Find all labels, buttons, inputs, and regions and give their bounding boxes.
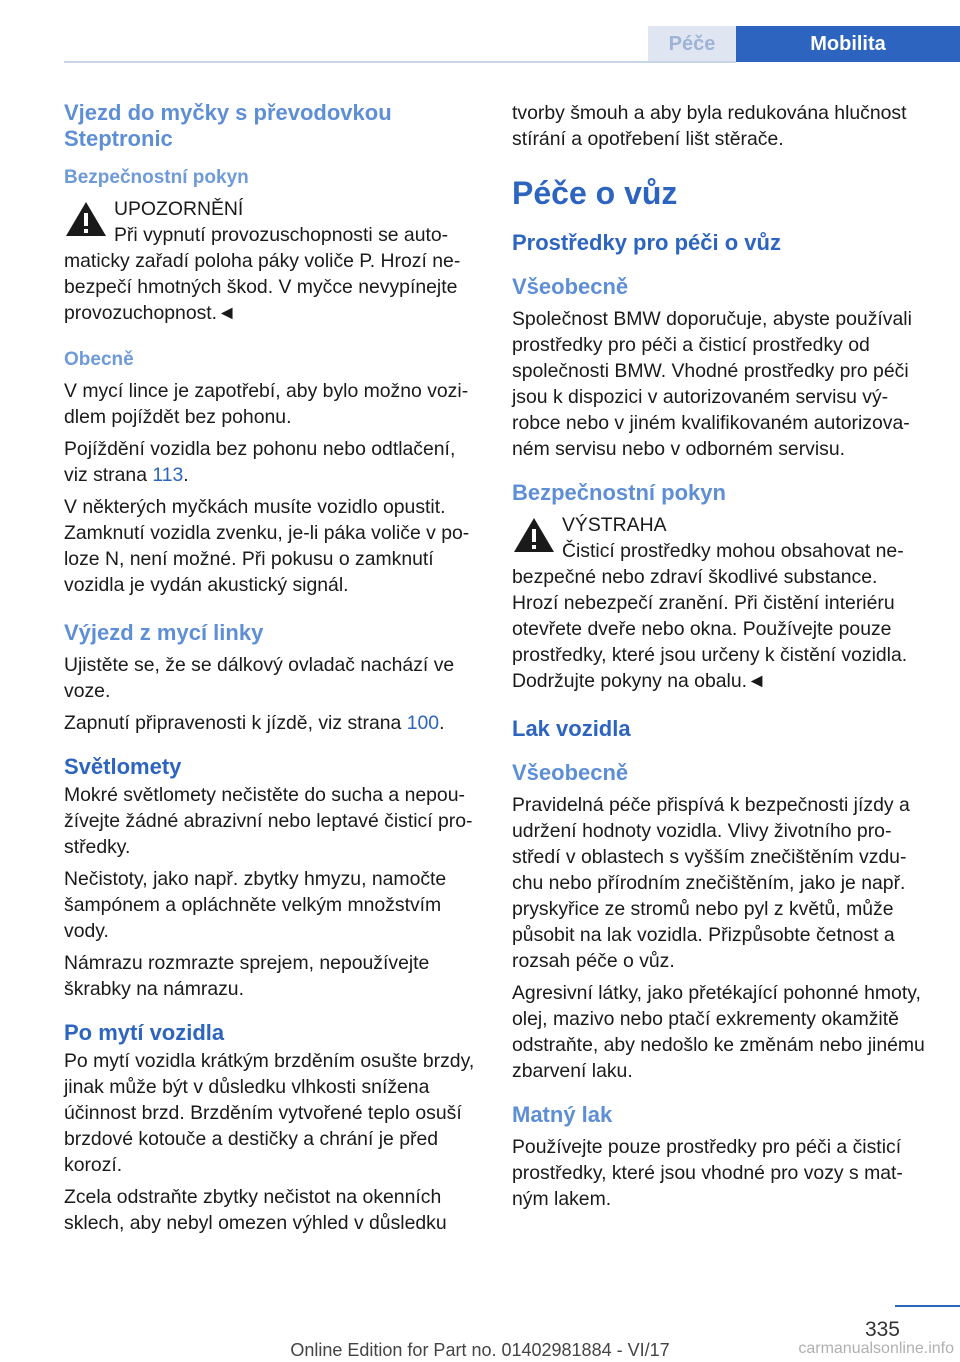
paragraph: Společnost BMW doporučuje, abyste používali prostředky pro péči a čisticí prostředky od společnosti BMW. Vhodné prostředky pro péči jsou k dispozici v autorizovaném servisu výrobce nebo v jiném kvalifikovaném autorizovaném servisu nebo v odborném servisu. (512, 308, 912, 460)
right-column (512, 100, 928, 1218)
heading-safety-note: Bezpečnostní pokyn (64, 167, 249, 188)
header-tabs (648, 26, 960, 62)
paragraph: Mokré světlomety nečistěte do sucha a nepoužívejte žádné abrazivní nebo leptavé čisticí prostředky. (64, 784, 473, 858)
paragraph: Ujistěte se, že se dálkový ovladač nachází ve voze. (64, 654, 455, 702)
warning-text-line1: Při vypnutí provozuschopnosti se auto- (114, 224, 449, 246)
paragraph-with-link: Pojíždění vozidla bez pohonu nebo odtlačení, viz strana 113. (64, 438, 456, 486)
header-rule (64, 61, 736, 63)
heading-safety-note: Bezpečnostní pokyn (512, 480, 726, 505)
warning-text: maticky zařadí poloha páky voliče P. Hrozí nebezpečí hmotných škod. V myčce nevypínejte provozuchopnost.◄ (64, 250, 461, 324)
heading-after-wash: Po mytí vozidla (64, 1020, 225, 1045)
heading-headlights: Světlomety (64, 754, 182, 779)
page-link-113[interactable]: 113 (152, 464, 184, 486)
warning-text-line1: Čisticí prostředky mohou obsahovat ne- (562, 540, 904, 562)
footer-rule (895, 1305, 960, 1307)
heading-general: Všeobecně (512, 760, 629, 785)
paragraph: Zcela odstraňte zbytky nečistot na okenních sklech, aby nebyl omezen výhled v důsledku (64, 1186, 447, 1234)
warning-triangle-icon (512, 512, 562, 564)
paragraph: Nečistoty, jako např. zbytky hmyzu, namočte šampónem a opláchněte velkým množstvím vody. (64, 868, 447, 942)
left-column (64, 100, 478, 1242)
paragraph: Pravidelná péče přispívá k bezpečnosti jízdy a udržení hodnoty vozidla. Vlivy životního prostředí v oblastech s vyšším znečištěním vzduchu nebo přírodním znečištěním, jako je např. pryskyřice ze stromů nebo pyl z květů, může působit na lak vozidla. Přizpůsobte četnost a rozsah péče o vůz. (512, 794, 910, 972)
edition-footer: Online Edition for Part no. 01402981884 - VI/17 (290, 1340, 670, 1360)
paragraph: Námrazu rozmrazte sprejem, nepoužívejte škrabky na námrazu. (64, 952, 430, 1000)
warning-triangle-icon (64, 196, 114, 248)
heading-care-products: Prostředky pro péči o vůz (512, 230, 781, 255)
warning-box (512, 512, 928, 694)
heading-general: Obecně (64, 349, 134, 370)
paragraph-with-link: Zapnutí připravenosti k jízdě, viz strana 100. (64, 712, 445, 734)
watermark: carmanualsonline.info (798, 1340, 954, 1357)
heading-paint: Lak vozidla (512, 716, 631, 741)
heading-car-care: Péče o vůz (512, 175, 678, 211)
heading-matte-paint: Matný lak (512, 1102, 613, 1127)
section-title-steptronic: Vjezd do myčky s převodovkou Steptronic (64, 100, 392, 151)
tab-care[interactable]: Péče (648, 26, 736, 62)
page-number: 335 (864, 1318, 900, 1341)
paragraph: Používejte pouze prostředky pro péči a čisticí prostředky, které jsou vhodné pro vozy s matným lakem. (512, 1136, 903, 1210)
paragraph-continued: tvorby šmouh a aby byla redukována hlučnost stírání a opotřebení lišt stěrače. (512, 102, 907, 150)
paragraph: Agresivní látky, jako přetékající pohonné hmoty, olej, mazivo nebo ptačí exkrementy okamžitě odstraňte, aby nedošlo ke změnám nebo jinému zbarvení laku. (512, 982, 925, 1082)
warning-label: VÝSTRAHA (562, 514, 667, 536)
tab-mobility[interactable]: Mobilita (736, 26, 960, 62)
heading-general: Všeobecně (512, 274, 629, 299)
warning-text: bezpečné nebo zdraví škodlivé substance. Hrozí nebezpečí zranění. Při čistění interiéru otevřete dveře nebo okna. Používejte pouze prostředky, které jsou určeny k čistění vozidla. Dodržujte pokyny na obalu.◄ (512, 566, 908, 692)
paragraph: V některých myčkách musíte vozidlo opustit. Zamknutí vozidla zvenku, je-li páka voliče v poloze N, není možné. Při pokusu o zamknutí vozidla je vydán akustický signál. (64, 496, 470, 596)
warning-box (64, 196, 478, 326)
paragraph: V mycí lince je zapotřebí, aby bylo možno vozidlem pojíždět bez pohonu. (64, 380, 469, 428)
page-link-100[interactable]: 100 (406, 712, 440, 734)
warning-label: UPOZORNĚNÍ (114, 198, 244, 220)
paragraph: Po mytí vozidla krátkým brzděním osušte brzdy, jinak může být v důsledku vlhkosti snížena účinnost brzd. Brzděním vytvořené teplo osuší brzdové kotouče a destičky a chrání je před korozí. (64, 1050, 475, 1176)
heading-exit-wash: Výjezd z mycí linky (64, 620, 264, 645)
